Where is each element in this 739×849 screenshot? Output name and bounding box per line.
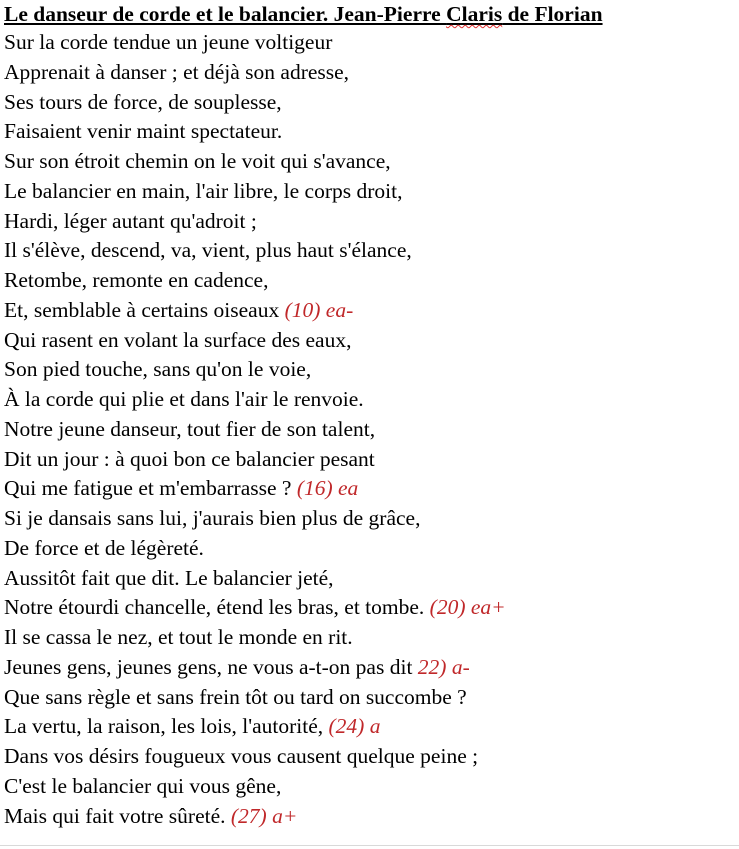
poem-line [4,653,734,683]
poem-line [4,88,734,118]
poem-line-text: De force et de légèreté. [4,535,204,560]
poem-line [4,504,734,534]
poem-line-text: Retombe, remonte en cadence, [4,268,269,292]
poem-line [4,296,734,326]
poem-line-text: Son pied touche, sans qu'on le voie, [4,357,312,382]
poem-line [4,534,734,564]
line-annotation: (27) a+ [230,803,298,828]
poem-line-text: Qui me fatigue et m'embarrasse ? [4,476,297,501]
poem-line [4,147,734,177]
poem-line-text: Faisaient venir maint spectateur. [4,119,283,144]
poem-line [4,326,734,356]
title-flagged-word: Claris [446,2,503,26]
poem-line-text: Que sans règle et sans frein tôt ou tard on succombe ? [4,684,467,709]
poem-line [4,802,734,832]
poem-line [4,117,734,147]
poem-line [4,385,734,415]
poem-line-text: Sur son étroit chemin on le voit qui s'avance, [4,149,391,173]
poem-line-text: Aussitôt fait que dit. Le balancier jeté, [4,565,334,590]
poem-line [4,28,734,58]
poem-line [4,474,734,504]
poem-line [4,236,734,266]
poem-line-text: Notre jeune danseur, tout fier de son talent, [4,416,376,441]
title-text: Le danseur de corde et le balancier. Jean-Pierre [4,2,447,26]
poem-line-text: Et, semblable à certains oiseaux [4,297,285,322]
page-bottom-divider [0,845,739,846]
poem-line [4,355,734,385]
line-annotation: 22) a- [417,654,470,679]
poem-line-text: Si je dansais sans lui, j'aurais bien plus de grâce, [4,506,421,530]
poem-line-text: Il se cassa le nez, et tout le monde en rit. [4,625,353,649]
poem-line-text: Apprenait à danser ; et déjà son adresse, [4,59,350,84]
poem-line [4,266,734,296]
poem-line-text: Qui rasent en volant la surface des eaux, [4,327,352,352]
title-text-end: de Florian [502,2,603,26]
poem-line-text: Le balancier en main, l'air libre, le corps droit, [4,178,403,203]
poem-line [4,415,734,445]
line-annotation: (16) ea [296,476,359,501]
poem-line-text: Il s'élève, descend, va, vient, plus haut s'élance, [4,238,412,263]
poem-line [4,58,734,88]
poem-line-text: Ses tours de force, de souplesse, [4,89,282,114]
document-page [4,0,734,831]
poem-line [4,564,734,594]
poem-line [4,623,734,653]
line-annotation: (24) a [328,714,381,739]
poem-line [4,593,734,623]
poem-line [4,742,734,772]
poem-line [4,772,734,802]
poem-line-text: C'est le balancier qui vous gêne, [4,773,282,798]
line-annotation: (10) ea- [284,297,354,322]
poem-line [4,712,734,742]
poem-line-text: Hardi, léger autant qu'adroit ; [4,208,257,233]
poem-line-text: La vertu, la raison, les lois, l'autorité, [4,714,329,739]
poem-body [4,28,734,831]
poem-line-text: Sur la corde tendue un jeune voltigeur [4,30,333,54]
poem-title [4,0,734,28]
poem-line-text: Mais qui fait votre sûreté. [4,803,231,828]
poem-line [4,177,734,207]
poem-line [4,207,734,237]
poem-line-text: Notre étourdi chancelle, étend les bras, et tombe. [4,595,430,620]
poem-line-text: À la corde qui plie et dans l'air le renvoie. [4,387,364,411]
poem-line-text: Dit un jour : à quoi bon ce balancier pesant [4,446,375,471]
poem-line-text: Jeunes gens, jeunes gens, ne vous a-t-on pas dit [4,654,418,679]
poem-line-text: Dans vos désirs fougueux vous causent quelque peine ; [4,744,479,768]
poem-line [4,445,734,475]
line-annotation: (20) ea+ [429,595,506,620]
poem-line [4,683,734,713]
